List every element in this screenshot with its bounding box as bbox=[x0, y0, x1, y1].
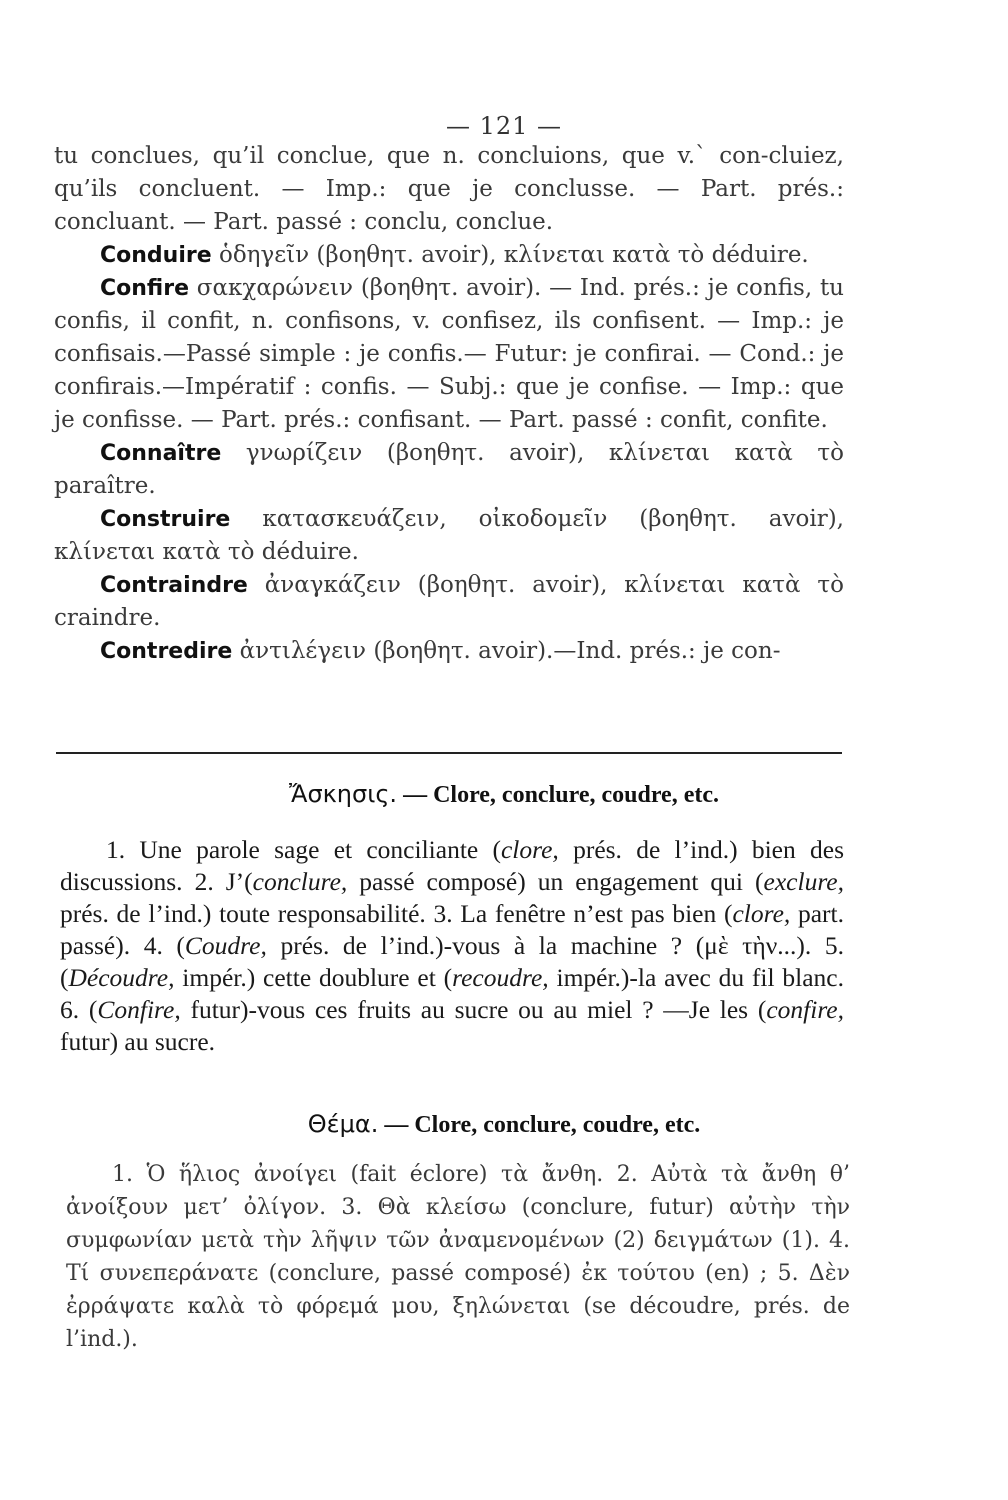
entry-text: ἀναγκάζειν (βοηθητ. avoir), κλίνεται κατὰ τὸ craindre. bbox=[54, 572, 844, 631]
exercise-verb-cue: recoudre, bbox=[452, 963, 549, 992]
entry-contraindre bbox=[54, 569, 844, 635]
entry-text: γνωρίζειν (βοηθητ. avoir), κλίνεται κατὰ τὸ paraître. bbox=[54, 440, 844, 499]
exercise-verb-cue: Découdre, bbox=[68, 963, 175, 992]
headword: Confire bbox=[100, 276, 189, 301]
entry-confire bbox=[54, 272, 844, 437]
entry-construire bbox=[54, 503, 844, 569]
exercise-text-run: futur)-vous ces fruits au sucre ou au miel ? —Je les ( bbox=[180, 995, 767, 1024]
exercise-verb-cue: conclure, bbox=[252, 867, 348, 896]
exercise-heading-title: — Clore, conclure, coudre, etc. bbox=[397, 782, 719, 808]
entry-continuation: tu conclues, qu’il conclue, que n. concluions, que v.` con-cluiez, qu’ils concluent. — Imp.: que je conclusse. — Part. prés.: concluant. — Part. passé : conclu, conclue. bbox=[54, 143, 844, 235]
entry-text: κατασκευάζειν, οἰκοδομεῖν (βοηθητ. avoir), κλίνεται κατὰ τὸ déduire. bbox=[54, 506, 844, 565]
headword: Contredire bbox=[100, 639, 233, 664]
exercise-verb-cue: exclure, bbox=[763, 867, 844, 896]
entry-text: σακχαρώνειν (βοηθητ. avoir). — Ind. prés.: je confis, tu confis, il confit, n. confisons, v. confisez, ils confisent. — Imp.: je confisais.—Passé simple : je confis.— Futur: je confirai. — Cond.: je confirais.—Impératif : confis. — Subj.: que je confise. — Imp.: que je confisse. — Part. prés.: confisant. — Part. passé : confit, confite. bbox=[54, 275, 844, 433]
exercise-heading-greek: Ἄσκησις. bbox=[288, 780, 398, 808]
theme-text bbox=[66, 1158, 850, 1356]
theme-heading-title: — Clore, conclure, coudre, etc. bbox=[378, 1112, 701, 1138]
dictionary-section bbox=[54, 140, 844, 668]
exercise-text-run: impér.)-la avec du fil blanc. 6. ( bbox=[60, 963, 844, 1024]
exercise-text-run: impér.) cette doublure et ( bbox=[174, 963, 453, 992]
theme-paragraph: 1. Ὁ ἥλιος ἀνοίγει (fait éclore) τὰ ἄνθη. 2. Αὐτὰ τὰ ἄνθη θ’ ἀνοίξουν μετ’ ὀλίγον. 3. Θὰ κλείσω (conclure, futur) αὐτὴν τὴν συμφωνίαν μετὰ τὴν λῆψιν τῶν ἀναμενομένων (2) δειγμάτων (1). 4. Τί συνεπεράνατε (conclure, passé composé) ἐκ τούτου (en) ; 5. Δὲν ἐρράψατε καλὰ τὸ φόρεμά μου, ξηλώνεται (se découdre, prés. de l’ind.). bbox=[66, 1162, 850, 1352]
exercise-verb-cue: confire, bbox=[766, 995, 844, 1024]
exercise-text-run: 1. Une parole sage et conciliante ( bbox=[106, 835, 501, 864]
exercise-text-run: futur) au sucre. bbox=[60, 1027, 216, 1056]
exercise-text-run: prés. de l’ind.) bien des discussions. 2. J’( bbox=[60, 835, 844, 896]
entry-connaitre bbox=[54, 437, 844, 503]
page-number: — 121 — bbox=[445, 112, 563, 140]
entry-conduire bbox=[54, 239, 844, 272]
exercise-text-run: part. passé). 4. ( bbox=[60, 899, 844, 960]
exercise-text-run: prés. de l’ind.) toute responsabilité. 3. La fenêtre n’est pas bien ( bbox=[60, 899, 733, 928]
headword: Contraindre bbox=[100, 573, 248, 598]
exercise-heading bbox=[0, 780, 1008, 809]
theme-heading-greek: Θέμα. bbox=[307, 1110, 379, 1138]
entry-text: ἀντιλέγειν (βοηθητ. avoir).—Ind. prés.: je con- bbox=[232, 638, 781, 664]
exercise-verb-cue: Coudre, bbox=[184, 931, 267, 960]
section-divider bbox=[56, 752, 842, 754]
headword: Connaître bbox=[100, 441, 222, 466]
headword: Construire bbox=[100, 507, 231, 532]
exercise-verb-cue: clore, bbox=[732, 899, 791, 928]
exercise-text-run: passé composé) un engagement qui ( bbox=[347, 867, 764, 896]
exercise-text-run: prés. de l’ind.)-vous à la machine ? (μὲ τὴν...). 5. ( bbox=[60, 931, 844, 992]
exercise-verb-cue: clore, bbox=[500, 835, 559, 864]
entry-contredire bbox=[54, 635, 844, 668]
theme-heading bbox=[0, 1110, 1008, 1139]
headword: Conduire bbox=[100, 243, 212, 268]
exercise-text bbox=[60, 834, 844, 1058]
exercise-paragraph bbox=[60, 834, 844, 1058]
exercise-verb-cue: Confire, bbox=[97, 995, 181, 1024]
entry-text: ὁδηγεῖν (βοηθητ. avoir), κλίνεται κατὰ τὸ déduire. bbox=[211, 242, 809, 268]
